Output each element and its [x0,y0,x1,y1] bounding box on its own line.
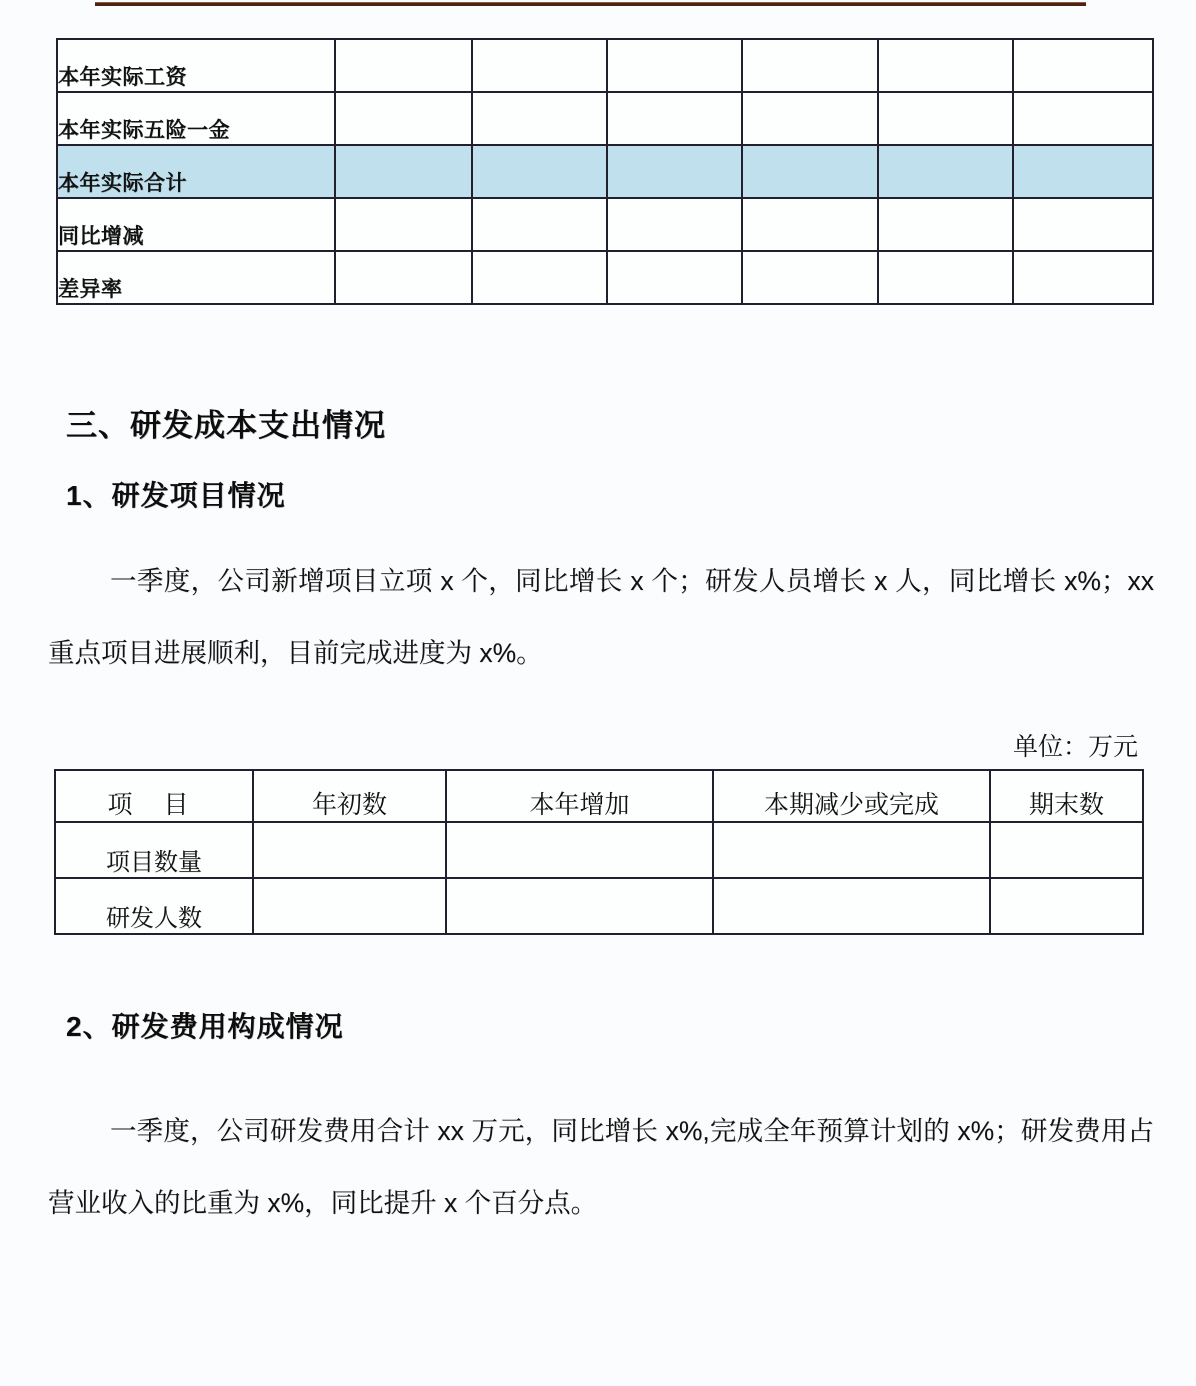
salary-row-label: 差异率 [57,251,335,304]
table-row [55,878,1143,934]
salary-cell[interactable] [742,39,878,92]
subsection-heading-2: 2、研发费用构成情况 [66,1011,344,1042]
table-row [57,251,1153,304]
salary-cell[interactable] [878,145,1013,198]
project-table-header-item: 项 目 [55,770,253,822]
project-table-header-end: 期末数 [990,770,1143,822]
salary-cell[interactable] [1013,39,1153,92]
table-row [57,198,1153,251]
project-cell[interactable] [713,822,990,878]
salary-cell[interactable] [607,92,742,145]
salary-cell[interactable] [742,92,878,145]
salary-cell[interactable] [1013,145,1153,198]
project-cell[interactable] [446,822,713,878]
top-horizontal-rule [95,2,1086,6]
table-row [57,39,1153,92]
salary-cell[interactable] [607,145,742,198]
salary-cell[interactable] [878,198,1013,251]
project-row-label: 研发人数 [55,878,253,934]
salary-cell[interactable] [335,92,472,145]
salary-cell[interactable] [742,145,878,198]
subsection-heading-1: 1、研发项目情况 [66,480,286,511]
salary-cell[interactable] [472,39,607,92]
section-heading: 三、研发成本支出情况 [66,408,386,443]
salary-cell[interactable] [878,39,1013,92]
project-table [54,769,1144,935]
project-cell[interactable] [446,878,713,934]
salary-cell[interactable] [1013,198,1153,251]
salary-cell[interactable] [742,251,878,304]
project-table-container [54,769,1142,935]
salary-row-label: 本年实际五险一金 [57,92,335,145]
table-header-row [55,770,1143,822]
project-cell[interactable] [990,822,1143,878]
table-row [57,92,1153,145]
unit-label: 单位：万元 [1012,733,1138,761]
salary-cell[interactable] [1013,92,1153,145]
salary-cell[interactable] [878,92,1013,145]
project-row-label: 项目数量 [55,822,253,878]
salary-table-container [56,38,1152,305]
salary-cell[interactable] [472,198,607,251]
salary-row-label: 同比增减 [57,198,335,251]
project-table-header-decrease: 本期减少或完成 [713,770,990,822]
salary-cell[interactable] [335,39,472,92]
salary-cell[interactable] [607,251,742,304]
salary-cell[interactable] [742,198,878,251]
salary-cell[interactable] [472,251,607,304]
salary-row-label: 本年实际工资 [57,39,335,92]
salary-cell[interactable] [335,145,472,198]
paragraph-projects: 一季度，公司新增项目立项 x 个，同比增长 x 个；研发人员增长 x 人，同比增长 x%；xx 重点项目进展顺利，目前完成进度为 x%。 [48,566,1154,668]
project-table-header-increase: 本年增加 [446,770,713,822]
salary-cell[interactable] [472,145,607,198]
table-row [55,822,1143,878]
salary-cell[interactable] [335,198,472,251]
project-cell[interactable] [713,878,990,934]
salary-cell[interactable] [607,198,742,251]
salary-cell[interactable] [878,251,1013,304]
salary-cell[interactable] [607,39,742,92]
table-row-highlighted [57,145,1153,198]
project-table-header-begin: 年初数 [253,770,446,822]
salary-table [56,38,1154,305]
salary-cell[interactable] [335,251,472,304]
salary-row-label: 本年实际合计 [57,145,335,198]
project-cell[interactable] [990,878,1143,934]
project-cell[interactable] [253,878,446,934]
paragraph-rdcost: 一季度，公司研发费用合计 xx 万元，同比增长 x%,完成全年预算计划的 x%；研发费用占营业收入的比重为 x%，同比提升 x 个百分点。 [48,1116,1154,1218]
salary-cell[interactable] [1013,251,1153,304]
salary-cell[interactable] [472,92,607,145]
project-cell[interactable] [253,822,446,878]
